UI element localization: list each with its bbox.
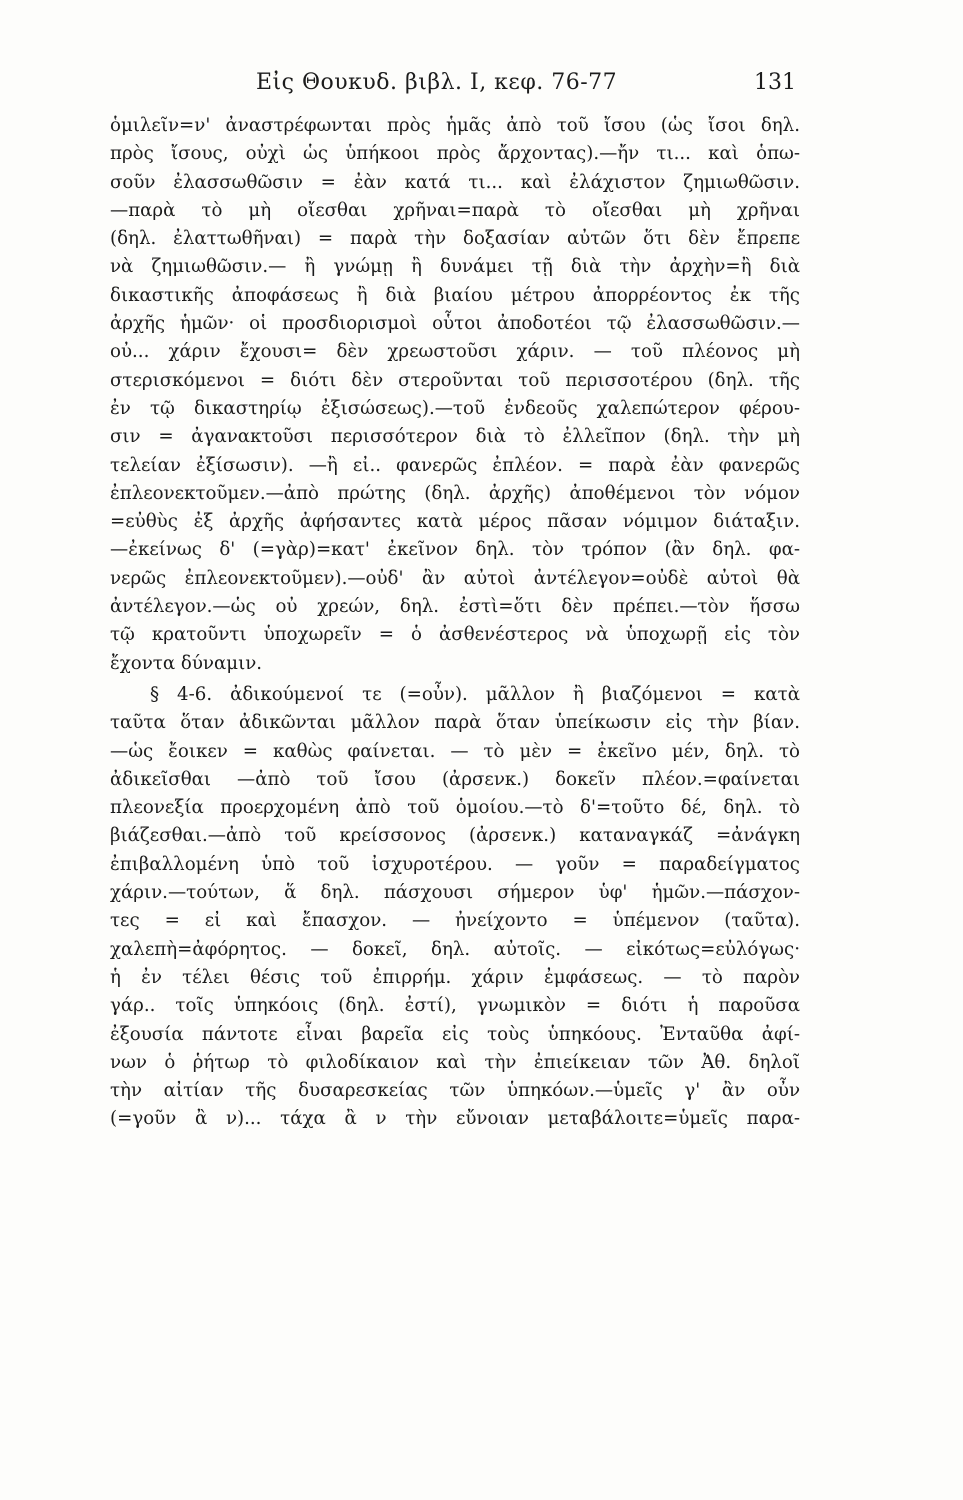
text-line: νων ὁ ῥήτωρ τὸ φιλοδίκαιον καὶ τὴν ἐπιείκειαν τῶν Ἀθ. δηλοῖ — [110, 1051, 800, 1073]
text-line: βιάζεσθαι.—ἀπὸ τοῦ κρείσσονος (ἀρσενκ.) καταναγκάζ =ἀνάγκη — [110, 825, 800, 847]
text-line: —ἐκείνως δ' (=γὰρ)=κατ' ἐκεῖνον δηλ. τὸν τρόπον (ἂν δηλ. φα- — [110, 539, 800, 561]
text-line: χάριν.—τούτων, ἅ δηλ. πάσχουσι σήμερον ὑφ' ἡμῶν.—πάσχον- — [110, 882, 800, 904]
text-line: ἔχοντα δύναμιν. — [110, 652, 263, 674]
text-line: τὴν αἰτίαν τῆς δυσαρεσκείας τῶν ὑπηκόων.—ὑμεῖς γ' ἂν οὖν — [110, 1080, 800, 1102]
text-line: σοῦν ἐλασσωθῶσιν = ἐὰν κατά τι... καὶ ἐλάχιστον ζημιωθῶσιν. — [110, 171, 800, 193]
text-line: ἀρχῆς ἡμῶν· οἱ προσδιορισμοὶ οὗτοι ἀποδοτέοι τῷ ἐλασσωθῶσιν.— — [110, 313, 800, 335]
text-line: δικαστικῆς ἀποφάσεως ἢ διὰ βιαίου μέτρου ἀπορρέοντος ἐκ τῆς — [110, 284, 800, 306]
text-line: ἐξουσία πάντοτε εἶναι βαρεῖα εἰς τοὺς ὑπηκόους. Ἐνταῦθα ἀφί- — [110, 1023, 800, 1045]
text-line: τες = εἰ καὶ ἔπασχον. — ἠνείχοντο = ὑπέμενον (ταῦτα). — [110, 910, 800, 932]
text-line: στερισκόμενοι = διότι δὲν στεροῦνται τοῦ περισσοτέρου (δηλ. τῆς — [110, 369, 800, 391]
text-line: τῷ κρατοῦντι ὑποχωρεῖν = ὁ ἀσθενέστερος νὰ ὑποχωρῇ εἰς τὸν — [110, 624, 800, 646]
text-line: ἀντέλεγον.—ὡς οὐ χρεών, δηλ. ἐστὶ=ὅτι δὲν πρέπει.—τὸν ἥσσω — [110, 596, 800, 618]
running-head-title: Εἰς Θουκυδ. βιβλ. Ι, κεφ. 76-77 — [256, 70, 618, 95]
text-line: =εὐθὺς ἐξ ἀρχῆς ἀφήσαντες κατὰ μέρος πᾶσαν νόμιμον διάταξιν. — [110, 511, 800, 533]
text-line: πρὸς ἴσους, οὐχὶ ὡς ὑπήκοοι πρὸς ἄρχοντας).—ἤν τι... καὶ ὁπω- — [110, 143, 800, 165]
text-line: πλεονεξία προερχομένη ἀπὸ τοῦ ὁμοίου.—τὸ δ'=τοῦτο δέ, δηλ. τὸ — [110, 797, 800, 819]
text-line: ἡ ἐν τέλει θέσις τοῦ ἐπιρρήμ. χάριν ἐμφάσεως. — τὸ παρὸν — [110, 966, 800, 988]
page-number: 131 — [754, 70, 796, 95]
text-line: —παρὰ τὸ μὴ οἴεσθαι χρῆναι=παρὰ τὸ οἴεσθαι μὴ χρῆναι — [110, 199, 800, 221]
text-line: νὰ ζημιωθῶσιν.— ἢ γνώμῃ ἢ δυνάμει τῇ διὰ τὴν ἀρχὴν=ἢ διὰ — [110, 256, 800, 278]
text-line: ὁμιλεῖν=ν' ἀναστρέφωνται πρὸς ἡμᾶς ἀπὸ τοῦ ἴσου (ὡς ἴσοι δηλ. — [110, 115, 800, 136]
text-line: —ὡς ἔοικεν = καθὼς φαίνεται. — τὸ μὲν = ἐκεῖνο μέν, δηλ. τὸ — [110, 740, 800, 762]
text-line: ἐπλεονεκτοῦμεν.—ἀπὸ πρώτης (δηλ. ἀρχῆς) ἀποθέμενοι τὸν νόμον — [110, 482, 800, 504]
text-line: (=γοῦν ἂ ν)... τάχα ἂ ν τὴν εὔνοιαν μεταβάλοιτε=ὑμεῖς παρα- — [110, 1108, 800, 1130]
text-line: ταῦτα ὅταν ἀδικῶνται μᾶλλον παρὰ ὅταν ὑπείκωσιν εἰς τὴν βίαν. — [110, 712, 800, 734]
text-line: (δηλ. ἐλαττωθῆναι) = παρὰ τὴν δοξασίαν αὐτῶν ὅτι δὲν ἔπρεπε — [110, 228, 800, 250]
text-line: σιν = ἀγανακτοῦσι περισσότερον διὰ τὸ ἐλλεῖπον (δηλ. τὴν μὴ — [110, 426, 800, 448]
text-line: οὐ... χάριν ἔχουσι= δὲν χρεωστοῦσι χάριν. — τοῦ πλέονος μὴ — [110, 341, 800, 363]
running-head — [0, 70, 963, 104]
text-line: ἐπιβαλλομένη ὑπὸ τοῦ ἰσχυροτέρου. — γοῦν = παραδείγματος — [110, 853, 800, 875]
text-line: νερῶς ἐπλεονεκτοῦμεν).—οὐδ' ἂν αὐτοὶ ἀντέλεγον=οὐδὲ αὐτοὶ θὰ — [110, 567, 800, 589]
text-line: ἐν τῷ δικαστηρίῳ ἐξισώσεως).—τοῦ ἐνδεοῦς χαλεπώτερον φέρου- — [110, 397, 800, 419]
text-line: τελείαν ἐξίσωσιν). —ἢ εἰ.. φανερῶς ἐπλέον. = παρὰ ἐὰν φανερῶς — [110, 454, 800, 476]
commentary-text — [110, 112, 800, 1134]
text-line: γάρ.. τοῖς ὑπηκόοις (δηλ. ἐστί), γνωμικὸν = διότι ἡ παροῦσα — [110, 995, 800, 1017]
text-line: χαλεπὴ=ἀφόρητος. — δοκεῖ, δηλ. αὐτοῖς. — εἰκότως=εὐλόγως· — [110, 938, 800, 960]
section-start-line: § 4-6. ἀδικούμενοί τε (=οὖν). μᾶλλον ἢ βιαζόμενοι = κατὰ — [150, 683, 800, 705]
text-line: ἀδικεῖσθαι —ἀπὸ τοῦ ἴσου (ἀρσενκ.) δοκεῖν πλέον.=φαίνεται — [110, 768, 800, 790]
